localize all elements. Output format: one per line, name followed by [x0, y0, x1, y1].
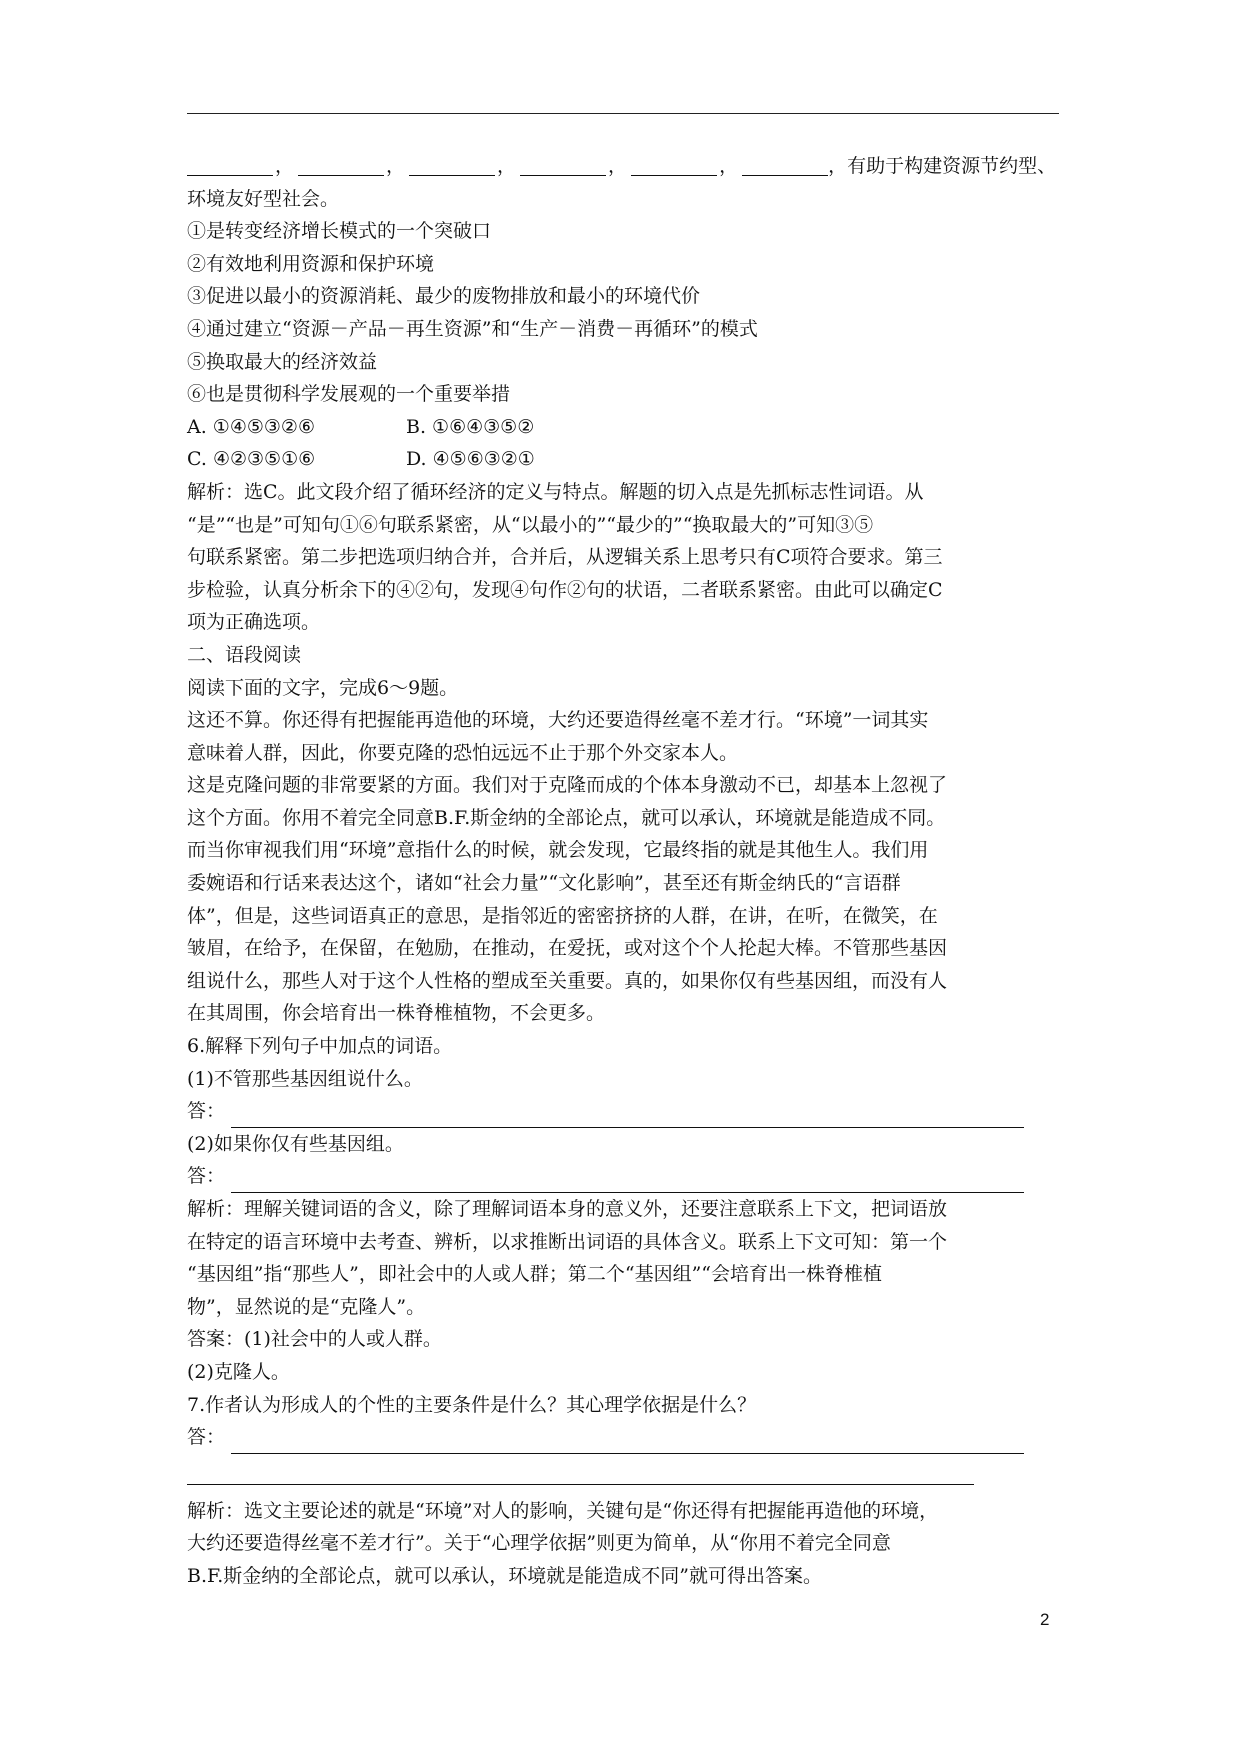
fill-blank-line: ， ， ， ， ， ，有助于构建资源节约型、: [187, 150, 1067, 183]
sentence-item: ④通过建立“资源－产品－再生资源”和“生产－消费－再循环”的模式: [187, 317, 758, 340]
analysis-line: 大约还要造得丝毫不差才行”。关于“心理学依据”则更为简单，从“你用不着完全同意: [187, 1532, 891, 1555]
passage-line: 这还不算。你还得有把握能再造他的环境，大约还要造得丝毫不差才行。“环境”一词其实: [187, 709, 929, 732]
instruction: 阅读下面的文字，完成6～9题。: [187, 676, 459, 699]
passage-line: 意味着人群，因此，你要克隆的恐怕远远不止于那个外交家本人。: [187, 741, 739, 764]
fill-blank-continued: 环境友好型社会。: [187, 187, 340, 210]
passage-line: 在其周围，你会培育出一株脊椎植物，不会更多。: [187, 1002, 606, 1025]
analysis-line: 解析：理解关键词语的含义，除了理解词语本身的意义外，还要注意联系上下文，把词语放: [187, 1198, 948, 1220]
question-7: 7.作者认为形成人的个性的主要条件是什么？其心理学依据是什么？: [187, 1393, 757, 1416]
analysis-line: “是”“也是”可知句①⑥句联系紧密，从“以最小的”“最少的”“换取最大的”可知③⑤: [187, 513, 874, 536]
answer-input-line-2[interactable]: [187, 1454, 974, 1485]
section-title: 二、语段阅读: [187, 643, 302, 666]
passage-line: 这个方面。你用不着完全同意B.F.斯金纳的全部论点，就可以承认，环境就是能造成不同。: [187, 806, 946, 829]
answer-input-line[interactable]: [231, 1168, 1024, 1193]
answer-line: [187, 1421, 1067, 1454]
sentence-item: ⑤换取最大的经济效益: [187, 350, 378, 373]
answer-6-line1: 答案：(1)社会中的人或人群。: [187, 1328, 442, 1351]
option-c: C. ④②③⑤①⑥: [187, 448, 316, 471]
analysis-line: 解析：选文主要论述的就是“环境”对人的影响，关键句是“你还得有把握能再造他的环境，: [187, 1499, 939, 1522]
analysis-line: 在特定的语言环境中去考查、辨析，以求推断出词语的具体含义。联系上下文可知：第一个: [187, 1230, 948, 1253]
analysis-line: 句联系紧密。第二步把选项归纳合并，合并后，从逻辑关系上思考只有C项符合要求。第三: [187, 546, 943, 569]
answer-blank[interactable]: [409, 153, 495, 176]
sentence-item: ①是转变经济增长模式的一个突破口: [187, 220, 492, 243]
answer-input-line[interactable]: [231, 1103, 1024, 1128]
header-rule: [187, 113, 1059, 114]
analysis-line: “基因组”指“那些人”，即社会中的人或人群；第二个“基因组”“会培育出一株脊椎植: [187, 1263, 882, 1286]
page-number: 2: [1040, 1610, 1050, 1629]
answer-label: 答：: [187, 1426, 226, 1449]
options-row: [187, 411, 1067, 444]
analysis-line: B.F.斯金纳的全部论点，就可以承认，环境就是能造成不同”就可得出答案。: [187, 1564, 822, 1587]
sentence-item: ⑥也是贯彻科学发展观的一个重要举措: [187, 383, 511, 406]
question-6-sub2: (2)如果你仅有些基因组。: [187, 1132, 404, 1155]
sentence-item: ②有效地利用资源和保护环境: [187, 252, 435, 275]
option-b: B. ①⑥④③⑤②: [406, 415, 535, 438]
sentence-item: ③促进以最小的资源消耗、最少的废物排放和最小的环境代价: [187, 285, 701, 308]
passage-line: 皱眉，在给予，在保留，在勉励，在推动，在爱抚，或对这个个人抡起大棒。不管那些基因: [187, 937, 948, 960]
passage-line: 组说什么，那些人对于这个人性格的塑成至关重要。真的，如果你仅有些基因组，而没有人: [187, 969, 948, 992]
question-6-sub1: (1)不管那些基因组说什么。: [187, 1067, 423, 1090]
answer-input-line[interactable]: [231, 1429, 1024, 1454]
answer-line: [187, 1160, 1067, 1193]
analysis-line: 解析：选C。此文段介绍了循环经济的定义与特点。解题的切入点是先抓标志性词语。从: [187, 480, 924, 503]
analysis-line: 步检验，认真分析余下的④②句，发现④句作②句的状语，二者联系紧密。由此可以确定C: [187, 578, 943, 601]
answer-blank[interactable]: [631, 153, 717, 176]
passage-line: 委婉语和行话来表达这个，诸如“社会力量”“文化影响”，甚至还有斯金纳氏的“言语群: [187, 872, 901, 895]
answer-label: 答：: [187, 1100, 226, 1123]
passage-line: 体”，但是，这些词语真正的意思，是指邻近的密密挤挤的人群，在讲，在听，在微笑，在: [187, 904, 938, 927]
fill-blank-tail: ，有助于构建资源节约型、: [828, 155, 1057, 177]
option-d: D. ④⑤⑥③②①: [406, 448, 535, 471]
answer-blank[interactable]: [742, 153, 828, 176]
passage-line: 而当你审视我们用“环境”意指什么的时候，就会发现，它最终指的就是其他生人。我们用: [187, 839, 929, 862]
answer-line: [187, 1095, 1067, 1128]
passage-line: 这是克隆问题的非常要紧的方面。我们对于克隆而成的个体本身激动不已，却基本上忽视了: [187, 774, 948, 797]
option-a: A. ①④⑤③②⑥: [187, 415, 315, 438]
answer-blank[interactable]: [187, 153, 273, 176]
analysis-line: 项为正确选项。: [187, 611, 321, 634]
question-6: 6.解释下列句子中加点的词语。: [187, 1035, 453, 1058]
answer-blank[interactable]: [298, 153, 384, 176]
analysis-line: 物”，显然说的是“克隆人”。: [187, 1295, 426, 1318]
answer-blank[interactable]: [520, 153, 606, 176]
document-body: [187, 150, 1067, 1593]
options-row: [187, 443, 1067, 476]
answer-label: 答：: [187, 1165, 226, 1188]
answer-6-line2: (2)克隆人。: [187, 1360, 290, 1383]
